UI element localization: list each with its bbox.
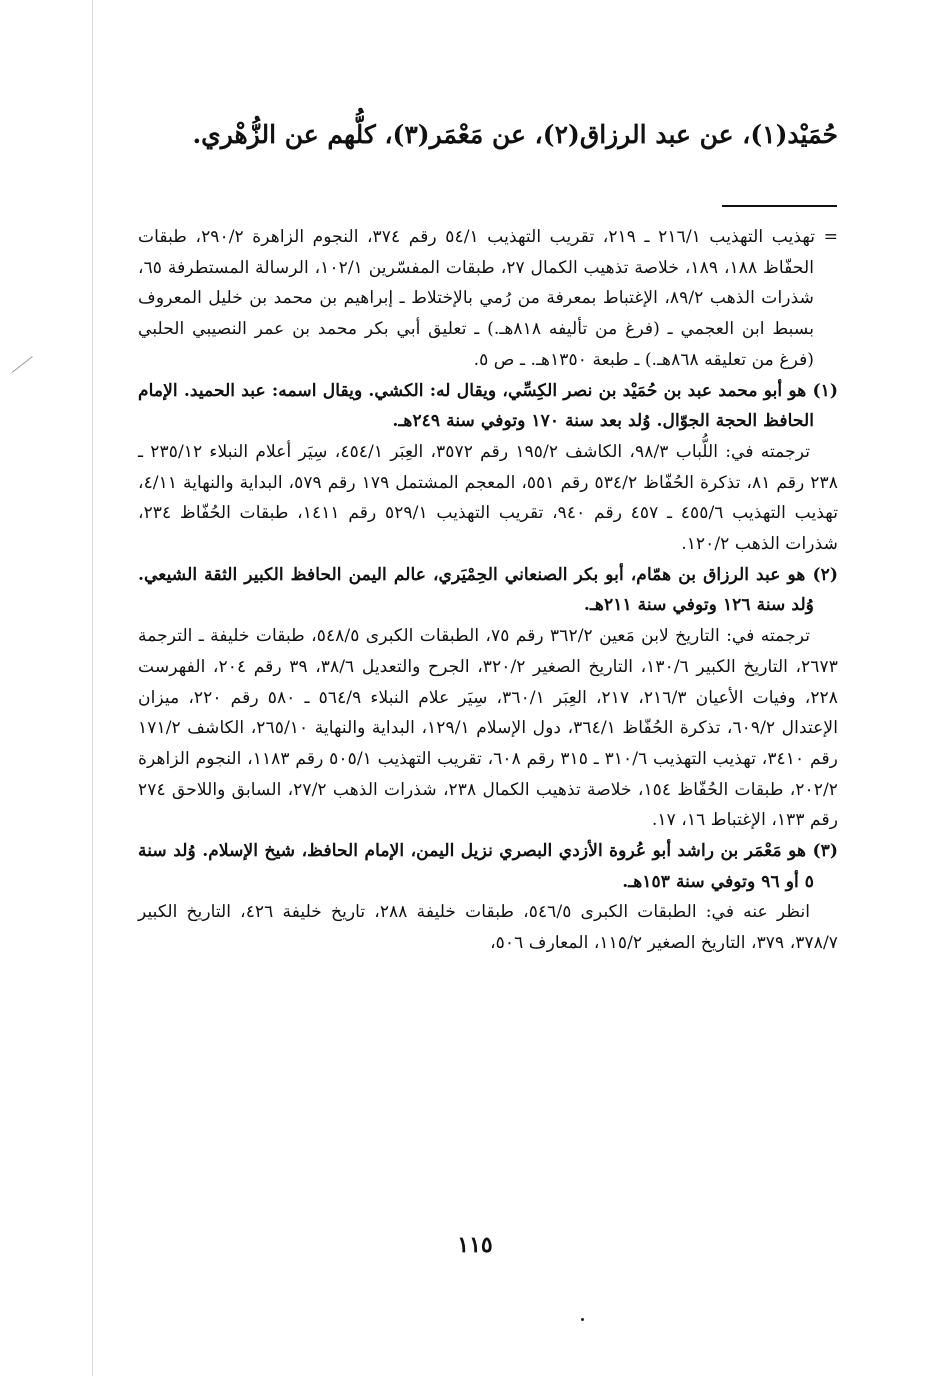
page-mark <box>581 1318 584 1321</box>
footnotes-section <box>138 222 838 959</box>
main-text: حُمَيْد(١)، عن عبد الرزاق(٢)، عن مَعْمَر(٣)، كلُّهم عن الزُّهْري. <box>192 120 838 149</box>
footnote-2-sources: ترجمته في: التاريخ لابن مَعين ٣٦٢/٢ رقم ٧٥، الطبقات الكبرى ٥٤٨/٥، طبقات خليفة ـ الترجمة ٢٦٧٣، التاريخ الكبير ١٣٠/٦، التاريخ الصغير ٣٢٠/٢، الجرح والتعديل ٣٨/٦، ٣٩ رقم ٢٠٤، الفهرست ٢٢٨، وفيات الأعيان ٢١٦/٣، ٢١٧، العِبَر ٣٦٠/١، سِيَر علام النبلاء ٥٦٤/٩ ـ ٥٨٠ رقم ٢٢٠، ميزان الإعتدال ٦٠٩/٢، تذكرة الحُفّاظ ٣٦٤/١، دول الإسلام ١٢٩/١، البداية والنهاية ٢٦٥/١٠، الكاشف ١٧١/٢ رقم ٣٤١٠، تهذيب التهذيب ٣١٠/٦ ـ ٣١٥ رقم ٦٠٨، تقريب التهذيب ٥٠٥/١ رقم ١١٨٣، النجوم الزاهرة ٢٠٢/٢، طبقات الحُفّاظ ١٥٤، خلاصة تذهيب الكمال ٢٣٨، شذرات الذهب ٢٧/٢، السابق واللاحق ٢٧٤ رقم ١٣٣، الإغتباط ١٦، ١٧. <box>138 626 839 831</box>
footnote-continuation: = تهذيب التهذيب ٢١٦/١ ـ ٢١٩، تقريب التهذيب ٥٤/١ رقم ٣٧٤، النجوم الزاهرة ٢٩٠/٢، طبقات الحفّاظ ١٨٨، ١٨٩، خلاصة تذهيب الكمال ٢٧، طبقات المفسّرين ١٠٢/١، الرسالة المستطرفة ٦٥، شذرات الذهب ٨٩/٢، الإغتباط بمعرفة من رُمي بالإختلاط ـ إبراهيم بن محمد بن خليل المعروف بسبط ابن العجمي ـ (فرغ من تأليفه ٨١٨هـ.) ـ تعليق أبي بكر محمد بن عمر النصيبي الحلبي (فرغ من تعليقه ٨٦٨هـ.) ـ طبعة ١٣٥٠هـ. ـ ص ٥. <box>138 227 839 370</box>
page-number: ١١٥ <box>457 1232 493 1258</box>
margin-pencil-mark <box>12 356 33 373</box>
page-fold-line <box>92 0 93 1376</box>
footnote-1: (١) هو أبو محمد عبد بن حُمَيْد بن نصر الكِسِّي، ويقال له: الكشي. ويقال اسمه: عبد الحميد. الإمام الحافظ الحجة الجوّال. وُلد بعد سنة ١٧٠ وتوفي سنة ٢٤٩هـ. <box>138 380 838 432</box>
footnote-3-sources: انظر عنه في: الطبقات الكبرى ٥٤٦/٥، طبقات خليفة ٢٨٨، تاريخ خليفة ٤٢٦، التاريخ الكبير ٣٧٨/٧، ٣٧٩، التاريخ الصغير ١١٥/٢، المعارف ٥٠٦، <box>138 902 838 954</box>
footnote-separator <box>722 205 837 207</box>
footnote-1-sources: ترجمته في: اللُّباب ٩٨/٣، الكاشف ١٩٥/٢ رقم ٣٥٧٢، العِبَر ٤٥٤/١، سِيَر أعلام النبلاء ٢٣٥/١٢ ـ ٢٣٨ رقم ٨١، تذكرة الحُفّاظ ٥٣٤/٢ رقم ٥٥١، المعجم المشتمل ١٧٩ رقم ٥٧٩، البداية والنهاية ٤/١١، تهذيب التهذيب ٤٥٥/٦ ـ ٤٥٧ رقم ٩٤٠، تقريب التهذيب ٥٢٩/١ رقم ١٤١١، طبقات الحُفّاظ ٢٣٤، شذرات الذهب ١٢٠/٢. <box>138 441 838 555</box>
footnote-3: (٣) هو مَعْمَر بن راشد أبو عُروة الأزدي البصري نزيل اليمن، الإمام الحافظ، شيخ الإسلام. وُلد سنة ٥ أو ٩٦ وتوفي سنة ١٥٣هـ. <box>138 841 838 892</box>
footnote-2: (٢) هو عبد الرزاق بن همّام، أبو بكر الصنعاني الحِمْيَري، عالم اليمن الحافظ الكبير الثقة الشيعي. وُلد سنة ١٢٦ وتوفي سنة ٢١١هـ. <box>138 564 838 616</box>
